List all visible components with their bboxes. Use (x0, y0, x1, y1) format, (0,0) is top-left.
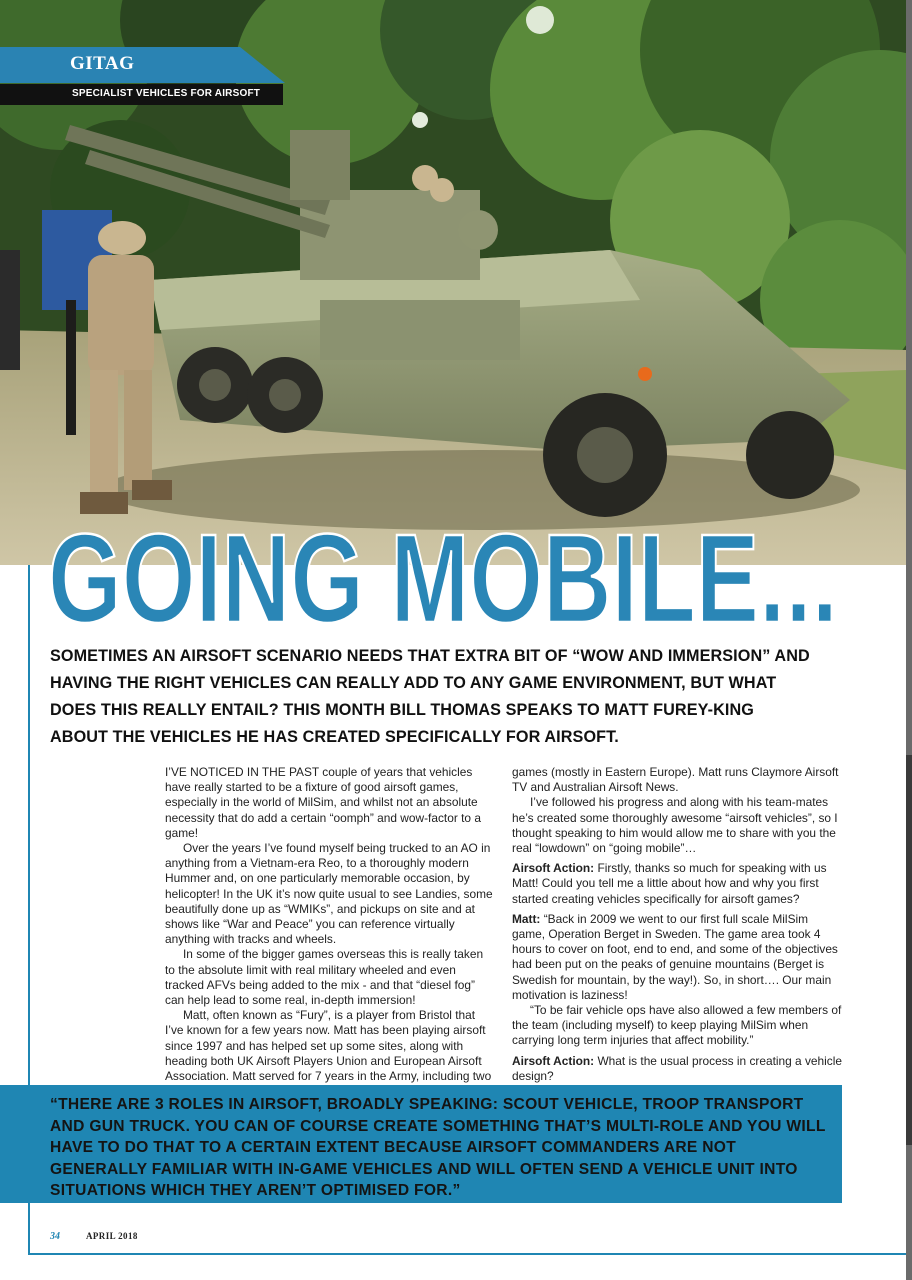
section-name: GITAG (70, 53, 135, 74)
body-column-1 (165, 765, 493, 1099)
issue-date: APRIL 2018 (86, 1231, 138, 1241)
question-text: Firstly, thanks so much for speaking with us Matt! Could you tell me a little about how and why you first started creating vehicles specifically for airsoft games? (512, 861, 827, 906)
page-edge-strip (906, 0, 912, 1280)
frame-rule-bottom (28, 1253, 906, 1255)
page-number: 34 (50, 1231, 60, 1242)
speaker-label: Matt: (512, 911, 541, 926)
body-paragraph: games (mostly in Eastern Europe). Matt runs Claymore Airsoft TV and Australian Airsoft News. (512, 765, 839, 795)
section-tag (0, 47, 285, 83)
body-column-2 (512, 765, 842, 1084)
speaker-label: Airsoft Action: (512, 1053, 595, 1068)
body-paragraph: I’ve followed his progress and along with his team-mates he’s created some thoroughly awesome “airsoft vehicles”, so I thought speaking to him would allow me to share with you the real “lowdown” on “going mobile”… (512, 795, 838, 856)
speaker-label: Airsoft Action: (512, 861, 595, 876)
body-paragraph: couple of years that vehicles have really started to be a fixture of good airsoft games, especially in the world of MilSim, and whilst not an absolute necessity that do add a certain “oomph” and wow-factor to a game! (165, 765, 481, 840)
headline-text: GOING MOBILE... (48, 508, 838, 649)
body-paragraph: Over the years I’ve found myself being trucked to an AO in anything from a Vietnam-era Reo, to a thoroughly modern Hummer and, on one particularly memorable occasion, by helicopter! In the UK it’s now quite usual to see Landies, some beautifully done up as “WMIKs”, and pickups on site and at shows like “War and Peace” you can reference virtually anything with tracks and wheels. (165, 841, 493, 947)
answer-text: “To be fair vehicle ops have also allowed a few members of the team (including myself) to keep playing MilSim when carrying long term injuries that affect mobility.” (512, 1003, 842, 1048)
answer-text: “Back in 2009 we went to our first full scale MilSim game, Operation Berget in Sweden. The game area took 4 hours to cover on foot, end to end, and some of the objectives had been put on the peaks of genuine mountains (Berget is Swedish for mountain, by the way!). So, in short…. Our main motivation is laziness! (512, 911, 838, 1002)
section-subtitle-bar (0, 84, 283, 105)
pullquote-text: “THERE ARE 3 ROLES IN AIRSOFT, BROADLY SPEAKING: SCOUT VEHICLE, TROOP TRANSPORT AND GUN TRUCK. YOU CAN OF COURSE CREATE SOMETHING THAT’S MULTI-ROLE AND YOU WILL HAVE TO DO THAT TO A CERTAIN EXTENT BECAUSE AIRSOFT COMMANDERS ARE NOT GENERALLY FAMILIAR WITH IN-GAME VEHICLES AND WILL OFTEN SEND A VEHICLE UNIT INTO SITUATIONS WHICH THEY AREN’T OPTIMISED FOR.” (50, 1096, 826, 1199)
drop-lead: I’VE NOTICED IN THE PAST (165, 765, 319, 779)
question-text: What is the usual process in creating a vehicle design? (512, 1053, 842, 1083)
body-paragraph: Matt, often known as “Fury”, is a player from Bristol that I’ve known for a few years now. Matt has been playing airsoft since 1997 and has helped set up some sites, along with heading both UK Airsoft Players Union and European Airsoft Association. Matt served for 7 years in the Army, including two (165, 1008, 492, 1084)
standfirst: SOMETIMES AN AIRSOFT SCENARIO NEEDS THAT EXTRA BIT OF “WOW AND IMMERSION” AND HAVING THE RIGHT VEHICLES CAN REALLY ADD TO ANY GAME ENVIRONMENT, BUT WHAT DOES THIS REALLY ENTAIL? THIS MONTH BILL THOMAS SPEAKS TO MATT FUREY-KING ABOUT THE VEHICLES HE HAS CREATED SPECIFICALLY FOR AIRSOFT. (50, 647, 810, 746)
section-subtitle: SPECIALIST VEHICLES FOR AIRSOFT (72, 88, 261, 99)
body-paragraph: In some of the bigger games overseas this is really taken to the absolute limit with real military wheeled and even tracked AFVs being added to the mix - and that “diesel fog” can help lead to some real, in-depth immersion! (165, 947, 484, 1008)
headline (48, 508, 848, 649)
